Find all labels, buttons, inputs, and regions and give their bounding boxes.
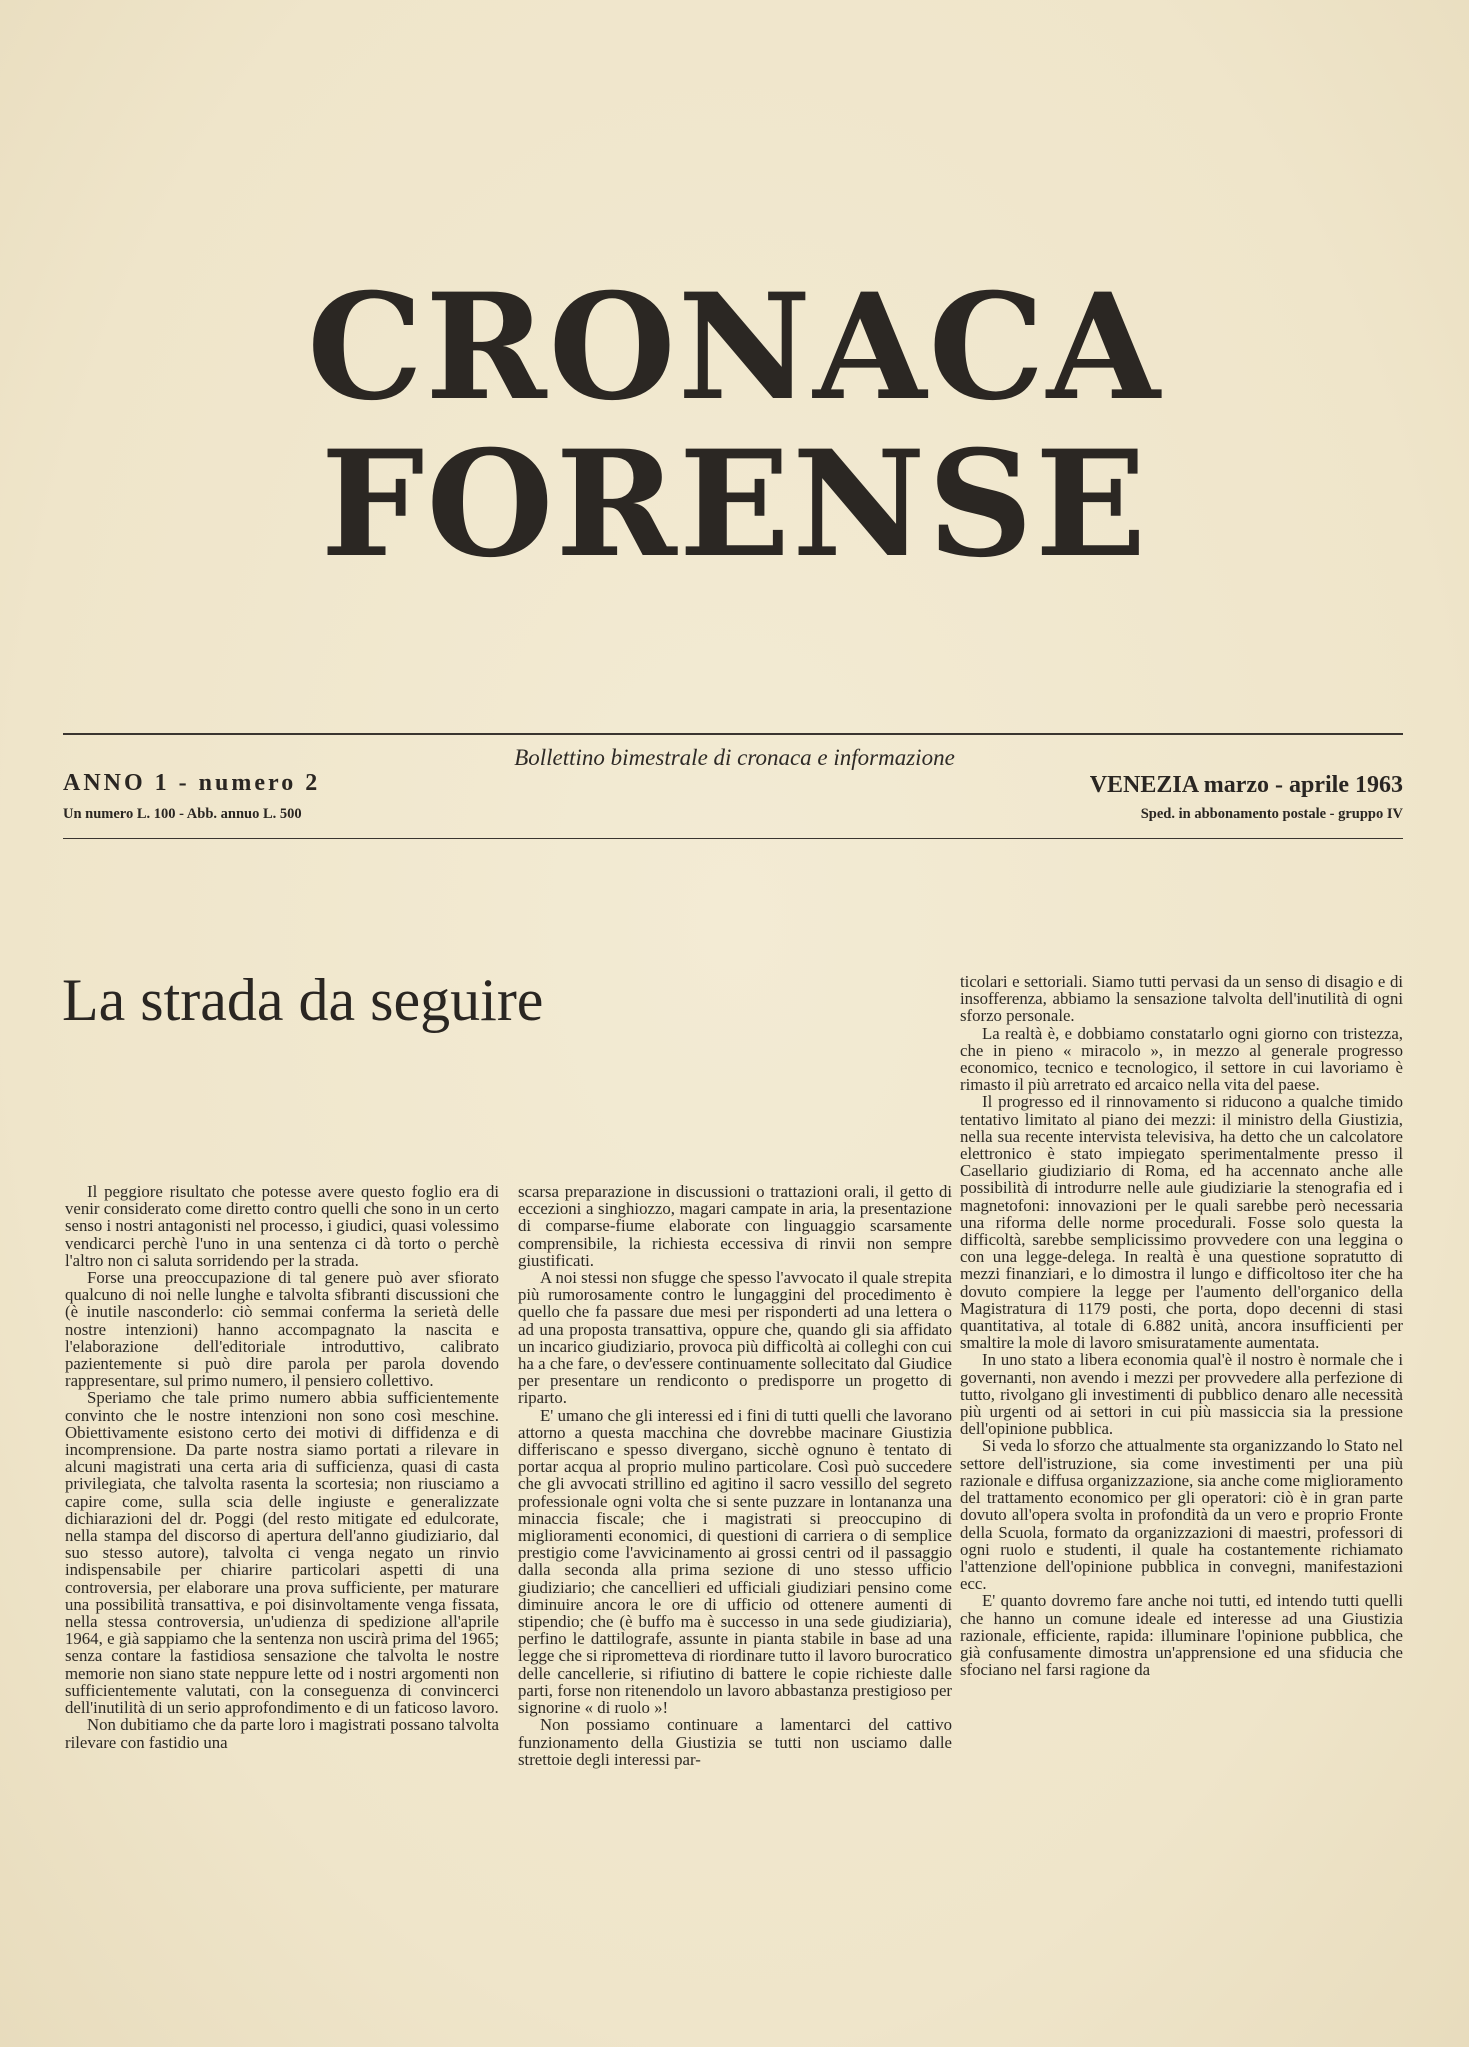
issue-number: ANNO 1 - numero 2 <box>63 770 321 796</box>
masthead-title-line1: CRONACA <box>307 262 1162 433</box>
issue-price: Un numero L. 100 - Abb. annuo L. 500 <box>63 806 302 822</box>
paragraph: E' umano che gli interessi ed i fini di tutti quelli che lavorano attorno a questa macchina che dovrebbe macinare Giustizia differiscano e spesso divergano, sicchè ognuno è tentato di portar acqua al proprio mulino particolare. Così può succedere che gli avvocati strillino ed agitino il sacro vessillo del segreto professionale ogni volta che si sente puzzare in lontananza una minaccia fiscale; che i magistrati si preoccupino di miglioramenti economici, di questioni di carriera o di semplice prestigio come l'avvicinamento ai grossi centri od il passaggio dalla seconda alla prima sezione di uno stesso ufficio giudiziario; che cancellieri ed ufficiali giudiziari pensino come diminuire ancora le ore di ufficio od ottenere aumenti di stipendio; che (è buffo ma è successo in una sede giudiziaria), perfino le dattilografe, assunte in pianta stabile in base ad una legge che si riprometteva di riordinare tutto il lavoro burocratico delle cancellerie, si rifiutino di battere le copie richieste dalle parti, forse non ritenendolo un lavoro abbastanza prestigioso per signorine « di ruolo »! <box>518 1405 952 1718</box>
paragraph: Il progresso ed il rinnovamento si riducono a qualche timido tentativo limitato al piano dei mezzi: il ministro della Giustizia, nella sua recente intervista televisiva, ha detto che un calcolatore elettronico è stato impiegato sperimentalmente presso il Casellario giudiziario di Roma, ed ha accennato anche alle possibilità di introdurre nelle aule giudiziarie la stenografia ed i magnetofoni: innovazioni per le quali sarebbe però necessaria una riforma delle norme procedurali. Fosse solo questa la difficoltà, sarebbe semplicissimo provvedere con una leggina o con una legge-delega. In realtà è una questione sopratutto di mezzi finanziari, e lo dimostra il lungo e difficoltoso iter che ha dovuto compiere la legge per l'aumento dell'organico della Magistratura di 1179 posti, che porta, dopo decenni di stasi quantitativa, al totale di 6.882 unità, ancora insufficienti per smaltire la mole di lavoro smisuratamente aumentata. <box>960 1092 1403 1353</box>
paragraph: Non dubitiamo che da parte loro i magistrati possano talvolta rilevare con fastidio una <box>65 1715 499 1752</box>
header-bottom-rule <box>63 838 1403 839</box>
header-top-rule <box>63 733 1403 735</box>
publication-subtitle: Bollettino bimestrale di cronaca e informazione <box>514 745 955 770</box>
paragraph: Non possiamo continuare a lamentarci del cattivo funzionamento della Giustizia se tutti non usciamo dalle strettoie degli interessi par- <box>518 1715 952 1769</box>
paragraph: In uno stato a libera economia qual'è il nostro è normale che i governanti, non avendo i mezzi per provvedere alla perfezione di tutto, rivolgano gli investimenti di pubblico denaro alle necessità più urgenti od ai settori in cui più massiccia sia la pressione dell'opinione pubblica. <box>960 1350 1403 1439</box>
article-column-3 <box>960 973 1403 1678</box>
article-column-1 <box>65 1183 499 1751</box>
paragraph: A noi stessi non sfugge che spesso l'avvocato il quale strepita più rumorosamente contro le lungaggini del procedimento è quello che fa passare due mesi per risponderti ad una lettera o ad una proposta transattiva, oppure che, quando gli sia affidato un incarico giudiziario, provoca più difficoltà ai colleghi con cui ha a che fare, o dev'essere continuamente sollecitato dal Giudice per presentare un rendiconto o predisporre un progetto di riparto. <box>518 1268 952 1408</box>
paragraph: Il peggiore risultato che potesse avere questo foglio era di venir considerato come diretto contro quelli che sono in un certo senso i nostri antagonisti nel processo, i giudici, quasi volessimo vendicarci perchè l'uno in una sentenza ci dà torto o perchè l'altro non ci saluta sorridendo per la strada. <box>65 1182 499 1270</box>
paragraph: scarsa preparazione in discussioni o trattazioni orali, il getto di eccezioni a singhiozzo, magari campate in aria, la presentazione di comparse-fiume elaborate con linguaggio scarsamente comprensibile, la richiesta eccessiva di rinvii non sempre giustificati. <box>518 1182 952 1270</box>
paragraph: Si veda lo sforzo che attualmente sta organizzando lo Stato nel settore dell'istruzione, sia come investimenti per una più razionale e diffusa organizzazione, sia anche come miglioramento del trattamento economico per gli operatori: ciò è in gran parte dovuto all'opera svolta in profondità da un vero e proprio Fronte della Scuola, formato da organizzazioni di maestri, professori di ogni ruolo e studenti, il quale ha costantemente richiamato l'attenzione dell'opinione pubblica in convegni, manifestazioni ecc. <box>960 1436 1403 1594</box>
masthead-title-line2: FORENSE <box>320 419 1149 590</box>
paragraph: E' quanto dovremo fare anche noi tutti, ed intendo tutti quelli che hanno un comune ideale ed interesse ad una Giustizia razionale, efficiente, rapida: illuminare l'opinione pubblica, che già confusamente dimostra un'apprensione ed una sfiducia che sfociano nel farsi ragione da <box>960 1591 1403 1680</box>
paragraph: La realtà è, e dobbiamo constatarlo ogni giorno con tristezza, che in pieno « miracolo », in mezzo al generale progresso economico, tecnico e tecnologico, il settore in cui lavoriamo è rimasto il più arretrato ed arcaico nella vita del paese. <box>960 1023 1403 1095</box>
paragraph: Forse una preoccupazione di tal genere può aver sfiorato qualcuno di noi nelle lunghe e talvolta sfibranti discussioni che (è inutile nasconderlo: ciò semmai conferma la serietà delle nostre intenzioni) hanno accompagnato la nascita e l'elaborazione dell'editoriale introduttivo, calibrato pazientemente si può dire parola per parola dovendo rappresentare, sul primo numero, il pensiero collettivo. <box>65 1268 499 1391</box>
postal-shipping-note: Sped. in abbonamento postale - gruppo IV <box>1140 806 1403 822</box>
paragraph: Speriamo che tale primo numero abbia sufficientemente convinto che le nostre intenzioni non sono così meschine. Obiettivamente esistono certo dei motivi di diffidenza e di incomprensione. Da parte nostra siamo portati a rilevare in alcuni magistrati una certa aria di sufficienza, quasi di casta privilegiata, che talvolta rasenta la scortesia; non riusciamo a capire come, sulla scia delle ingiuste e generalizzate dichiarazioni del dr. Poggi (del resto mitigate ed edulcorate, nella stampa del discorso di apertura dell'anno giudiziario, dal suo stesso autore), talvolta ci venga negato un rinvio indispensabile per chiarire particolari aspetti di una controversia, per elaborare una prova sufficiente, per maturare una possibilità transattiva, e poi disinvoltamente venga fissata, nella stessa controversia, un'udienza di spedizione all'aprile 1964, e già sappiamo che la sentenza non uscirà prima del 1965; senza contare la fastidiosa sensazione che talvolta le nostre memorie non siano state neppure lette od i nostri argomenti non sufficientemente valutati, con la conseguenza di convincerci dell'inutilità di un serio approfondimento e di un faticoso lavoro. <box>65 1388 499 1718</box>
place-and-date: VENEZIA marzo - aprile 1963 <box>1089 772 1403 798</box>
article-headline: La strada da seguire <box>62 967 544 1033</box>
paragraph: ticolari e settoriali. Siamo tutti pervasi da un senso di disagio e di insofferenza, abbiamo la sensazione talvolta dell'inutilità di ogni sforzo personale. <box>960 972 1403 1026</box>
article-column-2 <box>518 1183 952 1768</box>
